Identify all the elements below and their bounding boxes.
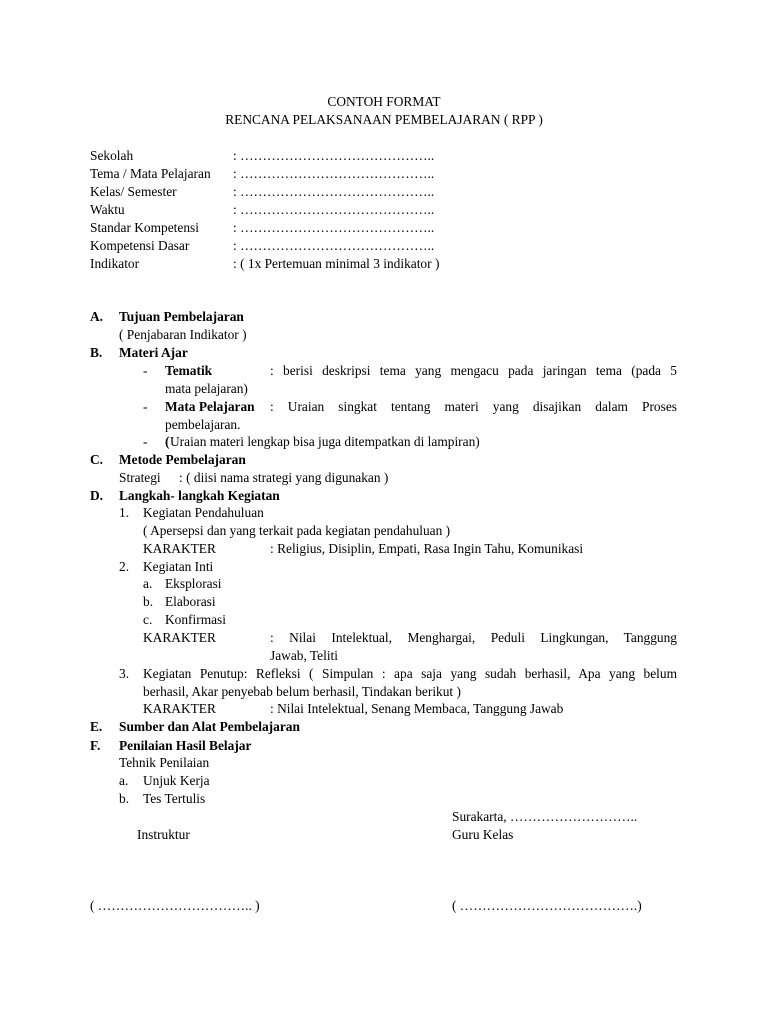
penilaian-item-text: Tes Tertulis [143, 791, 206, 806]
identity-label-waktu: Waktu [90, 202, 125, 217]
strategi-text: : ( diisi nama strategi yang digunakan ) [179, 470, 389, 485]
penilaian-item-letter: b. [119, 791, 130, 806]
section-c-title: Metode Pembelajaran [119, 452, 246, 467]
karakter-label: KARAKTER [143, 541, 216, 556]
karakter-label: KARAKTER [143, 630, 216, 645]
step-2-karakter: : Nilai Intelektual, Menghargai, Peduli Lingkungan, Tanggung [270, 630, 677, 645]
step-3-text: Kegiatan Penutup: Refleksi ( Simpulan : apa saja yang sudah berhasil, Apa yang belum [143, 666, 677, 681]
section-d-title: Langkah- langkah Kegiatan [119, 488, 280, 503]
penilaian-item-text: Unjuk Kerja [143, 773, 210, 788]
step-1-title: Kegiatan Pendahuluan [143, 505, 264, 520]
section-c-letter: C. [90, 452, 104, 467]
identity-value-tema: : …………………………………….. [233, 166, 435, 181]
signature-right-blank: ( ………………………………….) [452, 898, 642, 913]
step-3-karakter: : Nilai Intelektual, Senang Membaca, Tanggung Jawab [270, 701, 564, 716]
penilaian-item-letter: a. [119, 773, 129, 788]
section-f-title: Penilaian Hasil Belajar [119, 738, 252, 753]
materi-lampiran-text: Uraian materi lengkap bisa juga ditempatkan di lampiran) [170, 434, 480, 449]
materi-lampiran-paren: ( [165, 434, 170, 449]
identity-label-standar-kompetensi: Standar Kompetensi [90, 220, 199, 235]
materi-mapel-label: Mata Pelajaran [165, 399, 255, 414]
signature-right-role: Guru Kelas [452, 827, 514, 842]
signature-left-role: Instruktur [137, 827, 190, 842]
materi-tematik-text: : berisi deskripsi tema yang mengacu pada jaringan tema (pada 5 [270, 363, 677, 378]
identity-label-kelas: Kelas/ Semester [90, 184, 177, 199]
step-1-karakter: : Religius, Disiplin, Empati, Rasa Ingin Tahu, Komunikasi [270, 541, 584, 556]
step-2-karakter-cont: Jawab, Teliti [270, 648, 338, 663]
identity-label-indikator: Indikator [90, 256, 140, 271]
karakter-label: KARAKTER [143, 701, 216, 716]
bullet-dash: - [143, 434, 148, 449]
materi-mapel-cont: pembelajaran. [165, 417, 241, 432]
identity-value-sekolah: : …………………………………….. [233, 148, 435, 163]
materi-mapel-text: : Uraian singkat tentang materi yang disajikan dalam Proses [270, 399, 677, 414]
section-d-letter: D. [90, 488, 104, 503]
bullet-dash: - [143, 399, 148, 414]
step-1-text: ( Apersepsi dan yang terkait pada kegiatan pendahuluan ) [143, 523, 451, 538]
identity-value-standar-kompetensi: : …………………………………….. [233, 220, 435, 235]
materi-tematik-cont: mata pelajaran) [165, 381, 248, 396]
identity-label-tema: Tema / Mata Pelajaran [90, 166, 211, 181]
doc-title-line1: CONTOH FORMAT [327, 94, 441, 109]
step-1-number: 1. [119, 505, 130, 520]
doc-title-line2: RENCANA PELAKSANAAN PEMBELAJARAN ( RPP ) [225, 112, 543, 127]
inti-item-text: Konfirmasi [165, 612, 226, 627]
step-2-number: 2. [119, 559, 130, 574]
section-a-title: Tujuan Pembelajaran [119, 309, 244, 324]
signature-place-date: Surakarta, ……………………….. [452, 809, 638, 824]
signature-left-blank: ( …………………………….. ) [90, 898, 260, 913]
section-b-title: Materi Ajar [119, 345, 188, 360]
identity-value-kompetensi-dasar: : …………………………………….. [233, 238, 435, 253]
section-e-title: Sumber dan Alat Pembelajaran [119, 719, 300, 734]
section-a-text: ( Penjabaran Indikator ) [119, 327, 247, 342]
materi-tematik-label: Tematik [165, 363, 213, 378]
section-f-letter: F. [90, 738, 101, 753]
inti-item-letter: b. [143, 594, 154, 609]
strategi-label: Strategi [119, 470, 161, 485]
step-3-cont: berhasil, Akar penyebab belum berhasil, Tindakan berikut ) [143, 684, 461, 699]
section-e-letter: E. [90, 719, 103, 734]
identity-label-sekolah: Sekolah [90, 148, 134, 163]
tehnik-penilaian: Tehnik Penilaian [119, 755, 210, 770]
identity-value-waktu: : …………………………………….. [233, 202, 435, 217]
inti-item-letter: a. [143, 576, 153, 591]
section-a-letter: A. [90, 309, 104, 324]
step-3-number: 3. [119, 666, 130, 681]
identity-label-kompetensi-dasar: Kompetensi Dasar [90, 238, 190, 253]
bullet-dash: - [143, 363, 148, 378]
identity-value-kelas: : …………………………………….. [233, 184, 435, 199]
inti-item-text: Elaborasi [165, 594, 216, 609]
inti-item-letter: c. [143, 612, 153, 627]
inti-item-text: Eksplorasi [165, 576, 222, 591]
identity-value-indikator: : ( 1x Pertemuan minimal 3 indikator ) [233, 256, 440, 271]
step-2-title: Kegiatan Inti [143, 559, 214, 574]
section-b-letter: B. [90, 345, 103, 360]
